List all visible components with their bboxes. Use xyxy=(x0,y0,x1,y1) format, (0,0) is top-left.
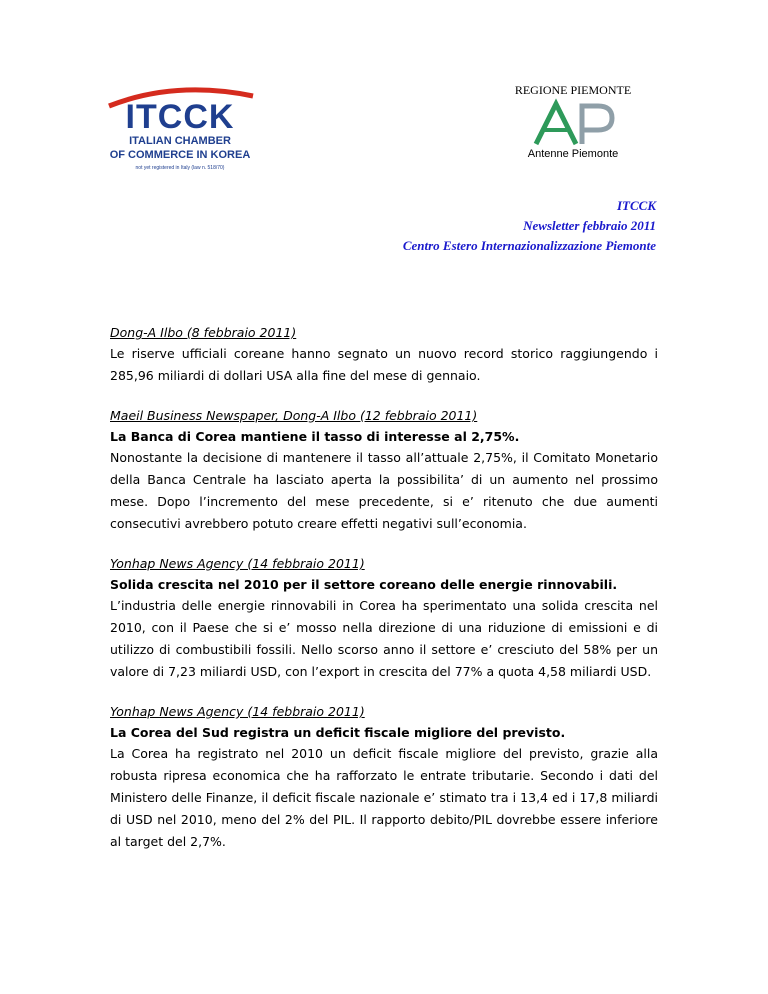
antenne-piemonte-logo xyxy=(512,82,634,160)
header-center: Centro Estero Internazionalizzazione Piemonte xyxy=(402,238,656,253)
article-source: Dong-A Ilbo (8 febbraio 2011) xyxy=(110,325,297,340)
newsletter-header xyxy=(403,196,656,256)
article xyxy=(110,553,658,683)
article-source: Maeil Business Newspaper, Dong-A Ilbo (12 febbraio 2011) xyxy=(110,408,478,423)
article-body: La Corea ha registrato nel 2010 un deficit fiscale migliore del previsto, grazie alla robusta ripresa economica che ha rafforzato le entrate tributarie. Secondo i dati del Ministero delle Finanze, il deficit fiscale nazionale e’ stimato tra i 13,4 ed i 17,8 miliardi di USD nel 2010, meno del 2% del PIL. Il rapporto debito/PIL dovrebbe essere inferiore al target del 2,7%. xyxy=(110,746,658,849)
header-newsletter: Newsletter febbraio 2011 xyxy=(523,218,656,233)
article-body: Nonostante la decisione di mantenere il tasso all’attuale 2,75%, il Comitato Monetario della Banca Centrale ha lasciato aperta la possibilita’ di un aumento nel prossimo mese. Dopo l’incremento del mese precedente, si e’ ritenuto che due aumenti consecutivi avrebbero potuto creare effetti negativi sull’economia. xyxy=(110,450,658,531)
article-headline: Solida crescita nel 2010 per il settore coreano delle energie rinnovabili. xyxy=(110,577,618,592)
article xyxy=(110,405,658,535)
ap-region-text: REGIONE PIEMONTE xyxy=(514,83,632,97)
itcck-logo xyxy=(105,78,255,174)
article-list xyxy=(110,322,658,871)
article-headline: La Corea del Sud registra un deficit fiscale migliore del previsto. xyxy=(110,725,566,740)
itcck-note: not yet registered in Italy (law n. 518/70) xyxy=(135,165,225,171)
article-body: L’industria delle energie rinnovabili in Corea ha sperimentato una solida crescita nel 2010, con il Paese che si e’ mosso nella direzione di una riduzione di emissioni e di utilizzo di combustibili fossili. Nello scorso anno il settore e’ cresciuto del 58% per un valore di 7,23 miliardi USD, con l’export in crescita del 77% a quota 4,58 miliardi USD. xyxy=(110,598,658,679)
itcck-line2: OF COMMERCE IN KOREA xyxy=(109,149,251,161)
article-source: Yonhap News Agency (14 febbraio 2011) xyxy=(110,556,365,571)
article-body: Le riserve ufficiali coreane hanno segnato un nuovo record storico raggiungendo i 285,96 miliardi di dollari USA alla fine del mese di gennaio. xyxy=(110,346,658,383)
itcck-wordmark: ITCCK xyxy=(125,98,235,136)
article xyxy=(110,701,658,853)
article-headline: La Banca di Corea mantiene il tasso di interesse al 2,75%. xyxy=(110,429,520,444)
itcck-line1: ITALIAN CHAMBER xyxy=(129,135,231,147)
ap-mark-p-icon xyxy=(582,106,612,144)
ap-name-text: Antenne Piemonte xyxy=(527,148,619,160)
article xyxy=(110,322,658,387)
header-org: ITCCK xyxy=(616,198,656,213)
ap-mark-a-icon xyxy=(536,104,576,144)
article-source: Yonhap News Agency (14 febbraio 2011) xyxy=(110,704,365,719)
